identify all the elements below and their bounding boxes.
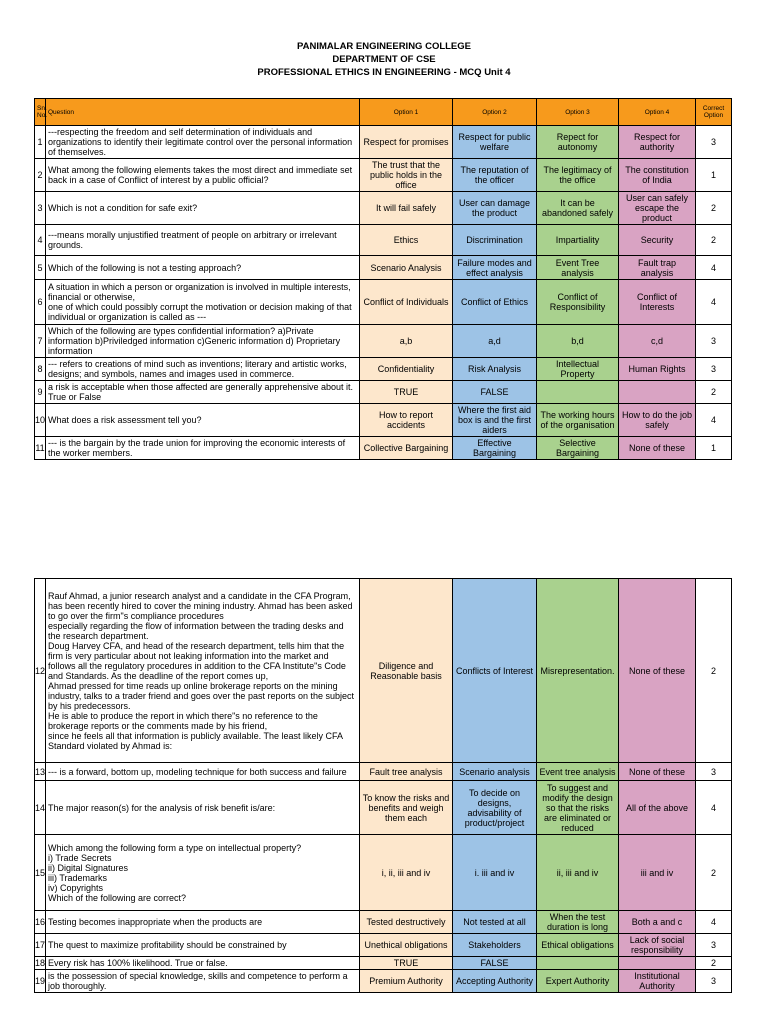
correct-option: 3	[696, 325, 732, 358]
option-3: Event Tree analysis	[537, 256, 619, 280]
option-1: Scenario Analysis	[360, 256, 453, 280]
table-row	[35, 970, 732, 993]
mcq-table-1	[34, 98, 732, 460]
option-2: a,d	[453, 325, 537, 358]
option-3	[537, 381, 619, 404]
table-row	[35, 159, 732, 192]
option-3: Repect for autonomy	[537, 126, 619, 159]
question-text: --- is a forward, bottom up, modeling technique for both success and failure	[46, 763, 360, 781]
option-4: Both a and c	[619, 911, 696, 934]
option-1: To know the risks and benefits and weigh them each	[360, 781, 453, 835]
document-header	[0, 40, 768, 79]
question-text: Which of the following is not a testing approach?	[46, 256, 360, 280]
col-header-correct: Correct Option	[696, 99, 732, 126]
option-4: How to do the job safely	[619, 404, 696, 437]
question-text: The quest to maximize profitability should be constrained by	[46, 934, 360, 957]
question-text: Testing becomes inappropriate when the products are	[46, 911, 360, 934]
correct-option: 2	[696, 225, 732, 256]
option-4: User can safely escape the product	[619, 192, 696, 225]
option-3: Conflict of Responsibility	[537, 280, 619, 325]
question-text: is the possession of special knowledge, skills and competence to perform a job thoroughly.	[46, 970, 360, 993]
option-2: Respect for public welfare	[453, 126, 537, 159]
table-row	[35, 192, 732, 225]
option-1: TRUE	[360, 381, 453, 404]
table-row	[35, 225, 732, 256]
question-number: 3	[35, 192, 46, 225]
question-text: Which among the following form a type on intellectual property? i) Trade Secrets ii) Digital Signatures iii) Trademarks iv) Copyrights Which of the following are correct?	[46, 835, 360, 911]
question-number: 13	[35, 763, 46, 781]
option-1: Tested destructively	[360, 911, 453, 934]
option-3: To suggest and modify the design so that the risks are eliminated or reduced	[537, 781, 619, 835]
option-1: a,b	[360, 325, 453, 358]
option-1: TRUE	[360, 957, 453, 970]
option-1: Unethical obligations	[360, 934, 453, 957]
option-2: i. iii and iv	[453, 835, 537, 911]
option-3: ii, iii and iv	[537, 835, 619, 911]
question-text: --- is the bargain by the trade union for improving the economic interests of the worker members.	[46, 437, 360, 460]
col-header-option3: Option 3	[537, 99, 619, 126]
option-2: Conflicts of Interest	[453, 579, 537, 763]
option-4	[619, 957, 696, 970]
question-number: 19	[35, 970, 46, 993]
option-3: Expert Authority	[537, 970, 619, 993]
option-2: User can damage the product	[453, 192, 537, 225]
option-2: Risk Analysis	[453, 358, 537, 381]
question-text: --- refers to creations of mind such as inventions; literary and artistic works, designs; and symbols, names and images used in commerce.	[46, 358, 360, 381]
question-number: 9	[35, 381, 46, 404]
correct-option: 4	[696, 404, 732, 437]
col-header-option4: Option 4	[619, 99, 696, 126]
table-row	[35, 256, 732, 280]
question-text: a risk is acceptable when those affected are generally apprehensive about it. True or False	[46, 381, 360, 404]
correct-option: 2	[696, 579, 732, 763]
option-4: Lack of social responsibility	[619, 934, 696, 957]
table-row	[35, 579, 732, 763]
option-3: The legitimacy of the office	[537, 159, 619, 192]
option-1: How to report accidents	[360, 404, 453, 437]
question-number: 6	[35, 280, 46, 325]
option-4: The constitution of India	[619, 159, 696, 192]
question-number: 12	[35, 579, 46, 763]
option-1: Premium Authority	[360, 970, 453, 993]
option-2: Stakeholders	[453, 934, 537, 957]
option-4	[619, 381, 696, 404]
question-number: 17	[35, 934, 46, 957]
question-text: ---means morally unjustified treatment of people on arbitrary or irrelevant grounds.	[46, 225, 360, 256]
table-row	[35, 763, 732, 781]
question-text: ---respecting the freedom and self determination of individuals and organizations to identify their legitimate control over the personal information of themselves.	[46, 126, 360, 159]
option-1: Collective Bargaining	[360, 437, 453, 460]
question-text: Which is not a condition for safe exit?	[46, 192, 360, 225]
question-number: 15	[35, 835, 46, 911]
question-text: The major reason(s) for the analysis of risk benefit is/are:	[46, 781, 360, 835]
col-header-option1: Option 1	[360, 99, 453, 126]
table-row	[35, 280, 732, 325]
option-2: Effective Bargaining	[453, 437, 537, 460]
correct-option: 4	[696, 911, 732, 934]
correct-option: 3	[696, 126, 732, 159]
table-row	[35, 325, 732, 358]
question-number: 5	[35, 256, 46, 280]
option-2: Accepting Authority	[453, 970, 537, 993]
table-row	[35, 381, 732, 404]
option-2: FALSE	[453, 381, 537, 404]
option-1: Fault tree analysis	[360, 763, 453, 781]
option-2: FALSE	[453, 957, 537, 970]
option-3: Impartiality	[537, 225, 619, 256]
option-2: To decide on designs, advisability of product/project	[453, 781, 537, 835]
question-text: Which of the following are types confidential information? a)Private information b)Priviledged information c)Generic information d) Proprietary information	[46, 325, 360, 358]
option-3: Misrepresentation.	[537, 579, 619, 763]
option-3: b,d	[537, 325, 619, 358]
correct-option: 3	[696, 970, 732, 993]
department-name: DEPARTMENT OF CSE	[332, 54, 436, 65]
question-number: 4	[35, 225, 46, 256]
correct-option: 2	[696, 381, 732, 404]
option-2: Scenario analysis	[453, 763, 537, 781]
table-row	[35, 957, 732, 970]
question-text: What does a risk assessment tell you?	[46, 404, 360, 437]
correct-option: 3	[696, 763, 732, 781]
option-3	[537, 957, 619, 970]
question-text: A situation in which a person or organization is involved in multiple interests, financial or otherwise, one of which could possibly corrupt the motivation or decision making of that individual or organization is called as ---	[46, 280, 360, 325]
question-number: 1	[35, 126, 46, 159]
document-title: PROFESSIONAL ETHICS IN ENGINEERING - MCQ Unit 4	[257, 67, 511, 78]
option-4: iii and iv	[619, 835, 696, 911]
correct-option: 2	[696, 192, 732, 225]
option-3: Selective Bargaining	[537, 437, 619, 460]
question-number: 2	[35, 159, 46, 192]
table-row	[35, 781, 732, 835]
correct-option: 4	[696, 280, 732, 325]
question-text: What among the following elements takes the most direct and immediate set back in a case of Conflict of interest by a public official?	[46, 159, 360, 192]
mcq-table-2	[34, 578, 732, 993]
option-4: Institutional Authority	[619, 970, 696, 993]
option-1: Respect for promises	[360, 126, 453, 159]
option-1: Ethics	[360, 225, 453, 256]
correct-option: 2	[696, 835, 732, 911]
option-4: Respect for authority	[619, 126, 696, 159]
correct-option: 3	[696, 358, 732, 381]
correct-option: 1	[696, 437, 732, 460]
question-text: Rauf Ahmad, a junior research analyst and a candidate in the CFA Program, has been recently hired to cover the mining industry. Ahmad has been asked to go over the firm"s compliance procedures especially regarding the flow of information between the trading desks and the research department. Doug Harvey CFA, and head of the research department, tells him that the firm is very particular about not leaking information into the market and follows all the regulatory procedures in addition to the CFA Institute"s Code and Standards. As the deadline of the report comes up, Ahmad pressed for time reads up online brokerage reports on the mining industry, talks to a trader friend and goes over the past reports on the subject by his predecessors. He is able to produce the report in which there"s no reference to the brokerage reports or the comments made by his friend, since he feels all that information is publicly available. The least likely CFA Standard violated by Ahmad is:	[46, 579, 360, 763]
option-4: Security	[619, 225, 696, 256]
table-row	[35, 934, 732, 957]
option-3: Ethical obligations	[537, 934, 619, 957]
table-row	[35, 358, 732, 381]
question-text: Every risk has 100% likelihood. True or false.	[46, 957, 360, 970]
question-number: 8	[35, 358, 46, 381]
option-1: It will fail safely	[360, 192, 453, 225]
col-header-question: Question	[46, 99, 360, 126]
option-1: Confidentiality	[360, 358, 453, 381]
correct-option: 3	[696, 934, 732, 957]
table-row	[35, 404, 732, 437]
option-1: i, ii, iii and iv	[360, 835, 453, 911]
option-2: Discrimination	[453, 225, 537, 256]
col-header-option2: Option 2	[453, 99, 537, 126]
option-1: The trust that the public holds in the office	[360, 159, 453, 192]
option-2: Where the first aid box is and the first aiders	[453, 404, 537, 437]
option-1: Conflict of Individuals	[360, 280, 453, 325]
option-2: Not tested at all	[453, 911, 537, 934]
question-number: 7	[35, 325, 46, 358]
question-number: 16	[35, 911, 46, 934]
question-number: 10	[35, 404, 46, 437]
option-4: Human Rights	[619, 358, 696, 381]
option-4: Conflict of Interests	[619, 280, 696, 325]
college-name: PANIMALAR ENGINEERING COLLEGE	[297, 41, 471, 52]
option-2: Conflict of Ethics	[453, 280, 537, 325]
option-3: The working hours of the organisation	[537, 404, 619, 437]
table-row	[35, 911, 732, 934]
option-4: Fault trap analysis	[619, 256, 696, 280]
correct-option: 2	[696, 957, 732, 970]
option-4: c,d	[619, 325, 696, 358]
correct-option: 4	[696, 256, 732, 280]
question-number: 18	[35, 958, 46, 968]
option-4: None of these	[619, 763, 696, 781]
option-3: Intellectual Property	[537, 358, 619, 381]
option-3: It can be abandoned safely	[537, 192, 619, 225]
option-3: When the test duration is long	[537, 911, 619, 934]
option-4: None of these	[619, 579, 696, 763]
option-3: Event tree analysis	[537, 763, 619, 781]
option-4: All of the above	[619, 781, 696, 835]
correct-option: 4	[696, 781, 732, 835]
correct-option: 1	[696, 159, 732, 192]
option-4: None of these	[619, 437, 696, 460]
table-row	[35, 835, 732, 911]
question-number: 11	[35, 437, 46, 460]
question-number: 14	[35, 781, 46, 835]
option-2: Failure modes and effect analysis	[453, 256, 537, 280]
table-row	[35, 126, 732, 159]
col-header-sn: Sn. No.	[35, 99, 46, 126]
option-2: The reputation of the officer	[453, 159, 537, 192]
option-1: Diligence and Reasonable basis	[360, 579, 453, 763]
table-row	[35, 437, 732, 460]
